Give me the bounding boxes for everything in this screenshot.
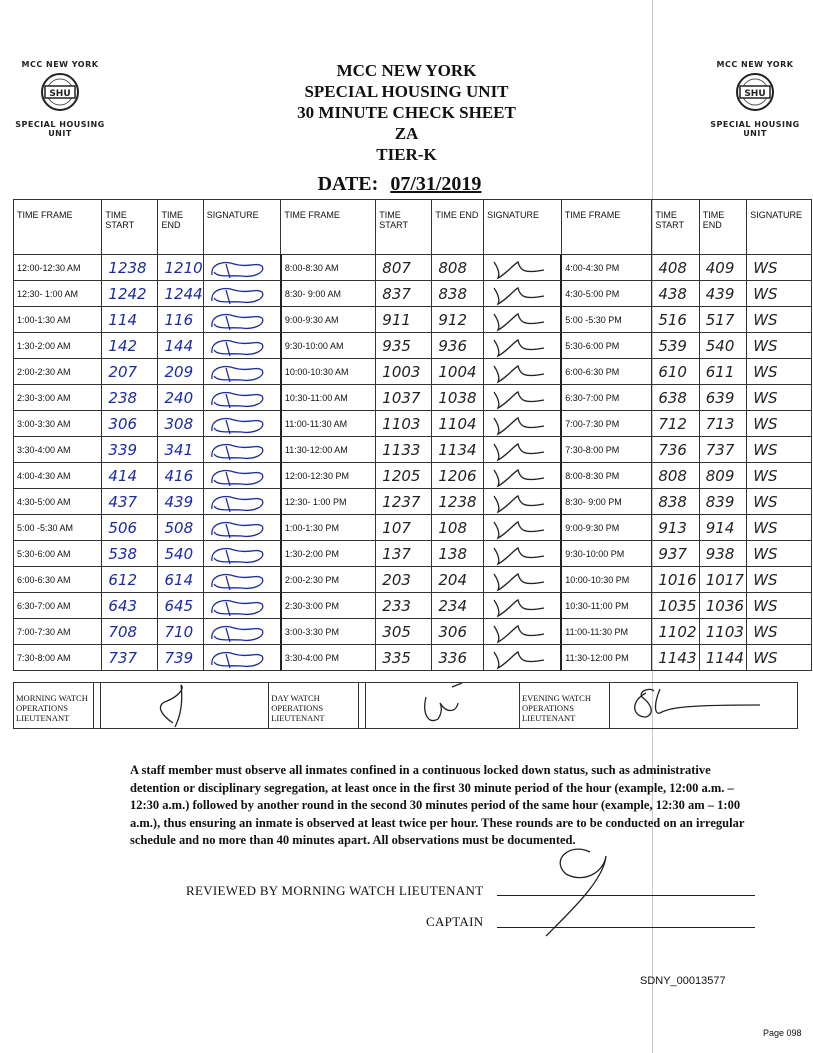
time-end-cell: 808 [432, 255, 484, 281]
signature-mark [204, 542, 276, 566]
signature-mark [204, 308, 276, 332]
review-captain-line [497, 927, 755, 928]
table-row [14, 541, 812, 567]
time-start-cell: 708 [102, 619, 158, 645]
time-end-cell: 108 [432, 515, 484, 541]
column-header: TIME FRAME [14, 200, 102, 255]
check-table [13, 199, 812, 671]
signature-cell [484, 411, 562, 437]
time-frame-cell: 10:00-10:30 PM [561, 567, 652, 593]
time-start-cell: 712 [652, 411, 699, 437]
time-frame-cell: 9:00-9:30 PM [561, 515, 652, 541]
time-frame-cell: 9:00-9:30 AM [281, 307, 376, 333]
time-end-cell: 912 [432, 307, 484, 333]
time-start-cell: 1037 [376, 385, 432, 411]
time-start-cell: 612 [102, 567, 158, 593]
time-end-cell: 439 [699, 281, 746, 307]
table-row [14, 619, 812, 645]
review-morning-label: REVIEWED BY MORNING WATCH LIEUTENANT [186, 883, 484, 898]
time-start-cell: 1205 [376, 463, 432, 489]
time-start-cell: 335 [376, 645, 432, 671]
time-start-cell: 935 [376, 333, 432, 359]
signature-initials-cell: WS [747, 645, 812, 671]
time-start-cell: 1133 [376, 437, 432, 463]
time-frame-cell: 2:30-3:00 PM [281, 593, 376, 619]
signature-mark [484, 568, 556, 592]
time-end-cell: 341 [158, 437, 203, 463]
logo-top-text: MCC NEW YORK [716, 60, 794, 69]
time-end-cell: 138 [432, 541, 484, 567]
time-frame-cell: 12:30- 1:00 PM [281, 489, 376, 515]
time-frame-cell: 2:00-2:30 PM [281, 567, 376, 593]
column-header: TIME END [158, 200, 203, 255]
signature-mark [204, 594, 276, 618]
time-frame-cell: 4:30-5:00 AM [14, 489, 102, 515]
signature-cell [484, 333, 562, 359]
signature-cell [203, 437, 281, 463]
logo-top-text: MCC NEW YORK [21, 60, 99, 69]
time-frame-cell: 11:30-12:00 PM [561, 645, 652, 671]
signature-initials-cell: WS [747, 437, 812, 463]
signature-cell [484, 567, 562, 593]
time-end-cell: 416 [158, 463, 203, 489]
time-frame-cell: 6:00-6:30 PM [561, 359, 652, 385]
time-frame-cell: 11:00-11:30 PM [561, 619, 652, 645]
time-frame-cell: 8:30- 9:00 AM [281, 281, 376, 307]
time-end-cell: 234 [432, 593, 484, 619]
time-start-cell: 538 [102, 541, 158, 567]
signature-initials-cell: WS [747, 541, 812, 567]
table-row [14, 489, 812, 515]
time-start-cell: 305 [376, 619, 432, 645]
signature-mark [484, 438, 556, 462]
signature-initials-cell: WS [747, 359, 812, 385]
time-end-cell: 1104 [432, 411, 484, 437]
time-frame-cell: 2:00-2:30 AM [14, 359, 102, 385]
time-end-cell: 839 [699, 489, 746, 515]
time-end-cell: 1036 [699, 593, 746, 619]
table-row [14, 437, 812, 463]
signature-mark [204, 334, 276, 358]
time-end-cell: 336 [432, 645, 484, 671]
time-end-cell: 1103 [699, 619, 746, 645]
time-frame-cell: 1:00-1:30 AM [14, 307, 102, 333]
signature-initials-cell: WS [747, 463, 812, 489]
column-header: TIME FRAME [561, 200, 652, 255]
time-end-cell: 1210 [158, 255, 203, 281]
time-frame-cell: 5:00 -5:30 PM [561, 307, 652, 333]
signature-cell [203, 307, 281, 333]
column-header: TIME END [699, 200, 746, 255]
day-watch-signature [366, 683, 520, 728]
time-end-cell: 639 [699, 385, 746, 411]
time-frame-cell: 4:00-4:30 AM [14, 463, 102, 489]
header-line-4: ZA [394, 124, 419, 143]
time-end-cell: 938 [699, 541, 746, 567]
time-start-cell: 203 [376, 567, 432, 593]
signature-cell [203, 645, 281, 671]
table-row [14, 281, 812, 307]
signature-cell [203, 567, 281, 593]
signature-mark [484, 646, 556, 670]
column-header: SIGNATURE [484, 200, 562, 255]
signature-initials-cell: WS [747, 489, 812, 515]
signature-initials-cell: WS [747, 255, 812, 281]
time-frame-cell: 7:00-7:30 AM [14, 619, 102, 645]
column-header: SIGNATURE [203, 200, 281, 255]
signature-mark [484, 334, 556, 358]
time-frame-cell: 9:30-10:00 PM [561, 541, 652, 567]
signature-mark [484, 386, 556, 410]
signature-mark [204, 646, 276, 670]
time-end-cell: 936 [432, 333, 484, 359]
time-start-cell: 736 [652, 437, 699, 463]
signature-mark [484, 516, 556, 540]
time-frame-cell: 10:00-10:30 AM [281, 359, 376, 385]
time-frame-cell: 3:30-4:00 AM [14, 437, 102, 463]
time-end-cell: 1244 [158, 281, 203, 307]
morning-watch-label: MORNING WATCH OPERATIONS LIEUTENANT [14, 683, 94, 728]
time-frame-cell: 8:30- 9:00 PM [561, 489, 652, 515]
time-end-cell: 739 [158, 645, 203, 671]
time-frame-cell: 3:00-3:30 PM [281, 619, 376, 645]
time-start-cell: 1103 [376, 411, 432, 437]
column-header: TIME START [102, 200, 158, 255]
divider [94, 683, 101, 728]
time-frame-cell: 8:00-8:30 PM [561, 463, 652, 489]
time-frame-cell: 5:00 -5:30 AM [14, 515, 102, 541]
header-line-2: SPECIAL HOUSING UNIT [304, 82, 509, 101]
svg-text:SHU: SHU [49, 89, 71, 99]
time-start-cell: 506 [102, 515, 158, 541]
time-frame-cell: 10:30-11:00 PM [561, 593, 652, 619]
time-end-cell: 517 [699, 307, 746, 333]
time-start-cell: 937 [652, 541, 699, 567]
table-row [14, 307, 812, 333]
time-start-cell: 1003 [376, 359, 432, 385]
signature-initials-cell: WS [747, 385, 812, 411]
time-end-cell: 439 [158, 489, 203, 515]
column-header: TIME END [432, 200, 484, 255]
signature-cell [203, 515, 281, 541]
signature-mark [484, 308, 556, 332]
time-start-cell: 339 [102, 437, 158, 463]
signature-mark [204, 464, 276, 488]
time-start-cell: 516 [652, 307, 699, 333]
signature-cell [484, 255, 562, 281]
time-start-cell: 643 [102, 593, 158, 619]
signature-cell [203, 359, 281, 385]
signature-cell [203, 411, 281, 437]
signature-cell [203, 333, 281, 359]
signature-cell [203, 463, 281, 489]
table-row [14, 645, 812, 671]
signature-cell [484, 359, 562, 385]
signature-initials-cell: WS [747, 281, 812, 307]
time-frame-cell: 4:00-4:30 PM [561, 255, 652, 281]
time-frame-cell: 3:30-4:00 PM [281, 645, 376, 671]
signature-cell [484, 645, 562, 671]
time-start-cell: 1242 [102, 281, 158, 307]
signature-mark [204, 282, 276, 306]
page-header [0, 60, 813, 165]
signature-mark [204, 386, 276, 410]
signature-mark [484, 282, 556, 306]
time-start-cell: 638 [652, 385, 699, 411]
signature-mark [484, 360, 556, 384]
signature-mark [484, 542, 556, 566]
time-end-cell: 611 [699, 359, 746, 385]
signature-cell [203, 489, 281, 515]
time-start-cell: 838 [652, 489, 699, 515]
time-end-cell: 1017 [699, 567, 746, 593]
signature-mark [204, 412, 276, 436]
time-end-cell: 540 [699, 333, 746, 359]
review-captain-label: CAPTAIN [426, 914, 484, 929]
signature-mark [204, 568, 276, 592]
signature-cell [484, 281, 562, 307]
time-start-cell: 1238 [102, 255, 158, 281]
time-frame-cell: 9:30-10:00 AM [281, 333, 376, 359]
time-start-cell: 737 [102, 645, 158, 671]
time-start-cell: 114 [102, 307, 158, 333]
time-start-cell: 539 [652, 333, 699, 359]
signature-cell [203, 385, 281, 411]
time-start-cell: 610 [652, 359, 699, 385]
signature-initials-cell: WS [747, 333, 812, 359]
time-end-cell: 1038 [432, 385, 484, 411]
signature-cell [484, 463, 562, 489]
time-end-cell: 809 [699, 463, 746, 489]
date-label: DATE: [317, 173, 379, 195]
time-frame-cell: 6:30-7:00 AM [14, 593, 102, 619]
time-start-cell: 408 [652, 255, 699, 281]
signature-initials-cell: WS [747, 515, 812, 541]
time-end-cell: 710 [158, 619, 203, 645]
signature-cell [484, 619, 562, 645]
time-start-cell: 238 [102, 385, 158, 411]
time-frame-cell: 6:30-7:00 PM [561, 385, 652, 411]
column-header: TIME START [652, 200, 699, 255]
table-header-row [14, 200, 812, 255]
time-start-cell: 1237 [376, 489, 432, 515]
time-frame-cell: 5:30-6:00 AM [14, 541, 102, 567]
signature-mark [204, 256, 276, 280]
signature-mark [204, 490, 276, 514]
signature-cell [484, 385, 562, 411]
time-frame-cell: 5:30-6:00 PM [561, 333, 652, 359]
time-start-cell: 1035 [652, 593, 699, 619]
signature-mark [204, 438, 276, 462]
signature-initials-cell: WS [747, 567, 812, 593]
time-start-cell: 1143 [652, 645, 699, 671]
time-start-cell: 807 [376, 255, 432, 281]
watch-signature-box [13, 682, 798, 729]
time-frame-cell: 4:30-5:00 PM [561, 281, 652, 307]
signature-mark [610, 683, 797, 728]
table-row [14, 255, 812, 281]
time-start-cell: 837 [376, 281, 432, 307]
time-end-cell: 308 [158, 411, 203, 437]
day-watch-label: DAY WATCH OPERATIONS LIEUTENANT [269, 683, 359, 728]
table-row [14, 359, 812, 385]
time-frame-cell: 1:30-2:00 AM [14, 333, 102, 359]
time-frame-cell: 3:00-3:30 AM [14, 411, 102, 437]
time-end-cell: 540 [158, 541, 203, 567]
time-end-cell: 409 [699, 255, 746, 281]
signature-cell [203, 593, 281, 619]
column-header: TIME START [376, 200, 432, 255]
time-frame-cell: 2:30-3:00 AM [14, 385, 102, 411]
time-end-cell: 144 [158, 333, 203, 359]
signature-cell [484, 593, 562, 619]
table-row [14, 385, 812, 411]
signature-cell [484, 489, 562, 515]
time-end-cell: 838 [432, 281, 484, 307]
time-start-cell: 137 [376, 541, 432, 567]
time-end-cell: 204 [432, 567, 484, 593]
time-frame-cell: 8:00-8:30 AM [281, 255, 376, 281]
signature-cell [484, 437, 562, 463]
signature-mark [204, 360, 276, 384]
page-number: Page 098 [763, 1028, 802, 1038]
time-start-cell: 808 [652, 463, 699, 489]
time-end-cell: 737 [699, 437, 746, 463]
signature-initials-cell: WS [747, 619, 812, 645]
time-frame-cell: 12:00-12:30 AM [14, 255, 102, 281]
signature-cell [484, 307, 562, 333]
table-row [14, 463, 812, 489]
time-end-cell: 1206 [432, 463, 484, 489]
time-end-cell: 240 [158, 385, 203, 411]
table-row [14, 567, 812, 593]
header-line-3: 30 MINUTE CHECK SHEET [297, 103, 516, 122]
time-end-cell: 614 [158, 567, 203, 593]
time-frame-cell: 1:00-1:30 PM [281, 515, 376, 541]
date-value: 07/31/2019 [390, 173, 482, 195]
time-frame-cell: 12:00-12:30 PM [281, 463, 376, 489]
signature-mark [484, 256, 556, 280]
morning-watch-signature [101, 683, 269, 728]
time-frame-cell: 12:30- 1:00 AM [14, 281, 102, 307]
time-end-cell: 116 [158, 307, 203, 333]
time-start-cell: 207 [102, 359, 158, 385]
table-row [14, 333, 812, 359]
signature-mark [484, 412, 556, 436]
policy-text: A staff member must observe all inmates confined in a continuous locked down status, such as administrative detention or disciplinary segregation, at least once in the first 30 minute period of the hour (example, 12:00 a.m. – 12:30 a.m.) followed by another round in the second 30 minutes period of the same hour (example, 12:30 am – 1:00 a.m.), thus ensuring an inmate is observed at least twice per hour. These rounds are to be conducted on an irregular schedule and no more than 40 minutes apart. All observations must be documented. [130, 763, 745, 847]
time-frame-cell: 11:30-12:00 AM [281, 437, 376, 463]
divider [359, 683, 366, 728]
time-start-cell: 142 [102, 333, 158, 359]
signature-initials-cell: WS [747, 593, 812, 619]
time-start-cell: 414 [102, 463, 158, 489]
header-line-1: MCC NEW YORK [336, 61, 477, 80]
logo-bottom-text: SPECIAL HOUSING UNIT [710, 120, 800, 138]
time-end-cell: 1238 [432, 489, 484, 515]
signature-mark [101, 683, 269, 728]
svg-text:SHU: SHU [744, 89, 766, 99]
signature-cell [203, 255, 281, 281]
time-start-cell: 437 [102, 489, 158, 515]
signature-mark [484, 594, 556, 618]
time-start-cell: 306 [102, 411, 158, 437]
signature-mark [204, 620, 276, 644]
review-morning-line [497, 895, 755, 896]
time-start-cell: 911 [376, 307, 432, 333]
time-start-cell: 1016 [652, 567, 699, 593]
time-end-cell: 1144 [699, 645, 746, 671]
time-start-cell: 913 [652, 515, 699, 541]
time-end-cell: 1134 [432, 437, 484, 463]
time-frame-cell: 7:30-8:00 PM [561, 437, 652, 463]
time-end-cell: 645 [158, 593, 203, 619]
time-frame-cell: 7:30-8:00 AM [14, 645, 102, 671]
signature-cell [484, 541, 562, 567]
signature-mark [484, 464, 556, 488]
time-frame-cell: 10:30-11:00 AM [281, 385, 376, 411]
signature-initials-cell: WS [747, 307, 812, 333]
table-row [14, 593, 812, 619]
table-row [14, 411, 812, 437]
time-end-cell: 914 [699, 515, 746, 541]
time-start-cell: 438 [652, 281, 699, 307]
logo-bottom-text: SPECIAL HOUSING UNIT [15, 120, 105, 138]
time-end-cell: 1004 [432, 359, 484, 385]
signature-mark [484, 490, 556, 514]
time-frame-cell: 7:00-7:30 PM [561, 411, 652, 437]
signature-cell [203, 619, 281, 645]
time-start-cell: 233 [376, 593, 432, 619]
time-end-cell: 306 [432, 619, 484, 645]
table-row [14, 515, 812, 541]
document-id: SDNY_00013577 [640, 975, 726, 987]
time-frame-cell: 6:00-6:30 AM [14, 567, 102, 593]
date-line [0, 173, 813, 196]
signature-initials-cell: WS [747, 411, 812, 437]
signature-mark [204, 516, 276, 540]
time-end-cell: 713 [699, 411, 746, 437]
signature-cell [484, 515, 562, 541]
time-start-cell: 107 [376, 515, 432, 541]
evening-watch-signature [610, 683, 797, 728]
time-end-cell: 508 [158, 515, 203, 541]
time-start-cell: 1102 [652, 619, 699, 645]
time-frame-cell: 1:30-2:00 PM [281, 541, 376, 567]
signature-cell [203, 281, 281, 307]
time-end-cell: 209 [158, 359, 203, 385]
signature-cell [203, 541, 281, 567]
column-header: SIGNATURE [747, 200, 812, 255]
header-line-5: TIER-K [376, 145, 437, 164]
signature-mark [484, 620, 556, 644]
evening-watch-label: EVENING WATCH OPERATIONS LIEUTENANT [520, 683, 610, 728]
signature-mark [366, 683, 520, 728]
column-header: TIME FRAME [281, 200, 376, 255]
time-frame-cell: 11:00-11:30 AM [281, 411, 376, 437]
